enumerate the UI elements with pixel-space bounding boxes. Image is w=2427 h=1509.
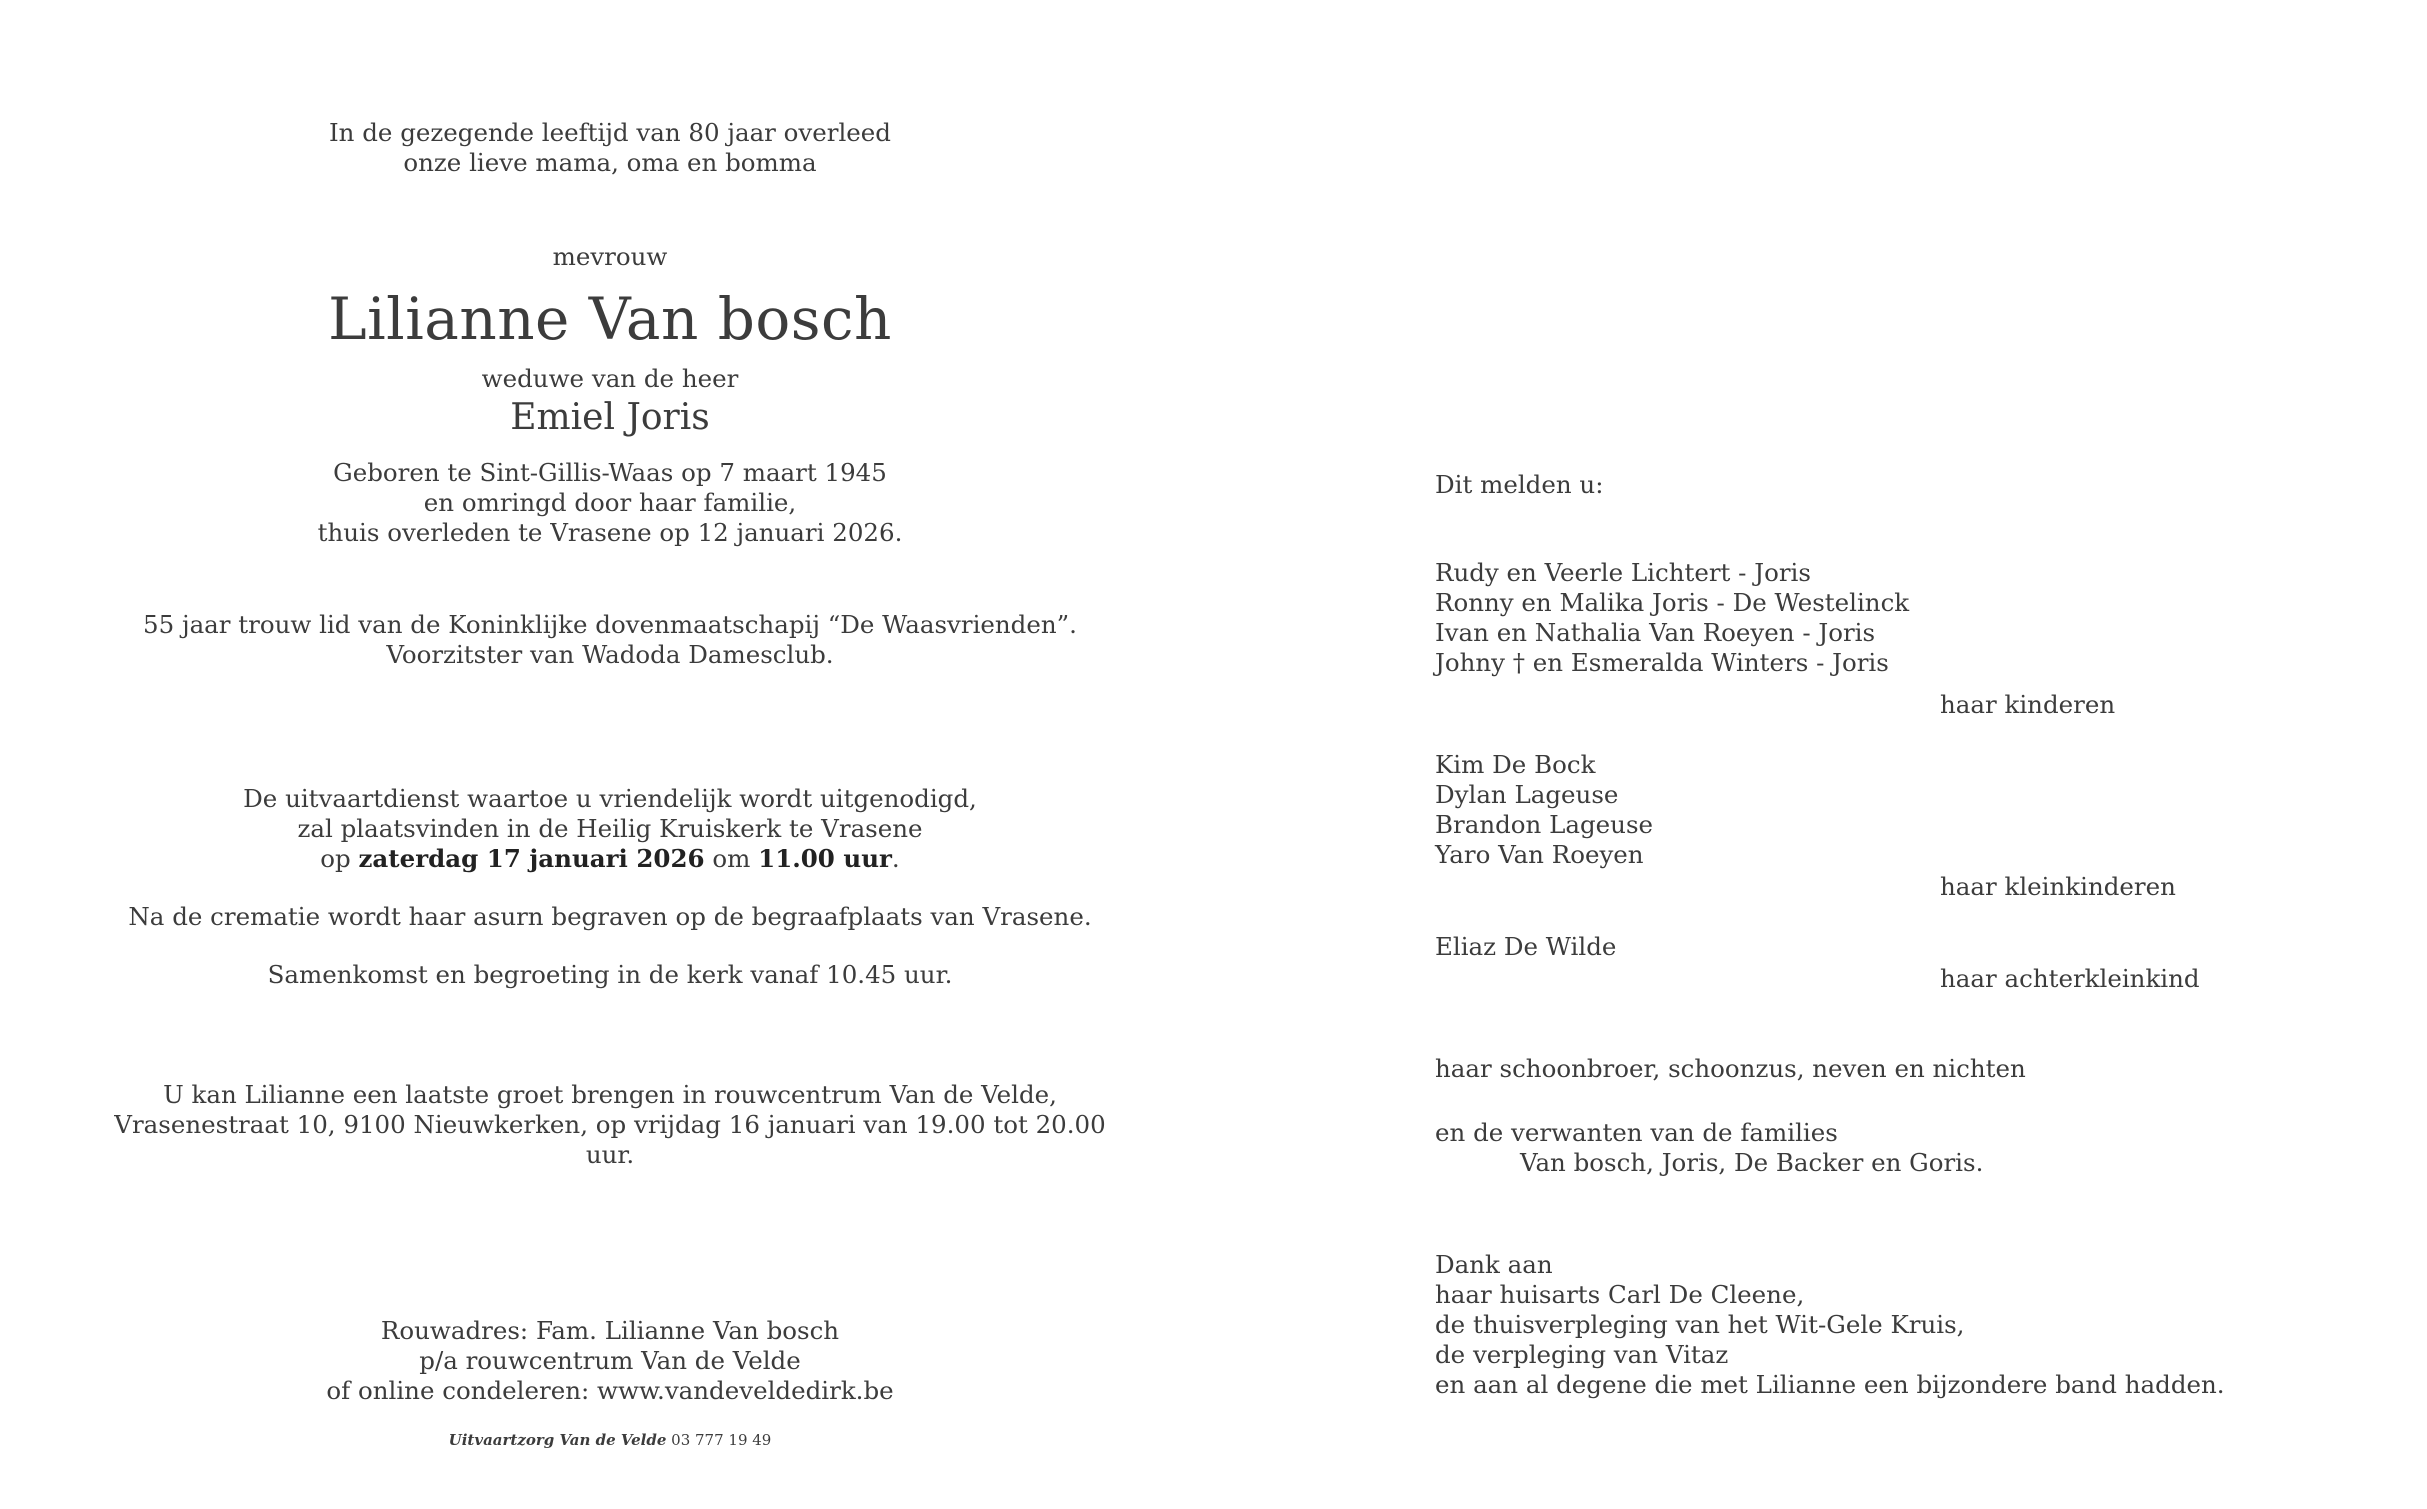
list-item: Rudy en Veerle Lichtert - Joris	[1435, 558, 1811, 587]
funeral-service-info	[100, 784, 1120, 874]
service-date-line	[100, 844, 1120, 874]
address-line: p/a rouwcentrum Van de Velde	[419, 1346, 801, 1375]
service-time: 11.00 uur	[758, 844, 892, 873]
service-post: .	[891, 844, 900, 873]
list-item: Kim De Bock	[1435, 750, 1596, 779]
list-item: Ronny en Malika Joris - De Westelinck	[1435, 588, 1910, 617]
membership-line: Voorzitster van Wadoda Damesclub.	[386, 640, 834, 669]
born-line: en omringd door haar familie,	[423, 488, 797, 517]
families-names: Van bosch, Joris, De Backer en Goris.	[1520, 1148, 1984, 1177]
service-mid: om	[712, 844, 751, 873]
gathering-info: Samenkomst en begroeting in de kerk vanaf 10.45 uur.	[267, 960, 953, 989]
address-line: of online condeleren: www.vandeveldedirk.be	[326, 1376, 894, 1405]
right-panel	[1435, 470, 2335, 1400]
children-list	[1435, 558, 2335, 678]
intro-line: In de gezegende leeftijd van 80 jaar overleed	[329, 118, 891, 147]
great-grandchild: Eliaz De Wilde	[1435, 932, 1617, 961]
announce-label: Dit melden u:	[1435, 470, 1604, 499]
mourning-address	[100, 1316, 1120, 1406]
thanks-section	[1435, 1250, 2335, 1400]
families-intro: en de verwanten van de families	[1435, 1118, 1838, 1147]
deceased-name: Lilianne Van bosch	[328, 285, 892, 353]
list-item: Brandon Lageuse	[1435, 810, 1654, 839]
thanks-line: Dank aan	[1435, 1250, 1553, 1279]
undertaker-footer	[100, 1430, 1120, 1450]
thanks-line: en aan al degene die met Lilianne een bijzondere band hadden.	[1435, 1370, 2225, 1399]
service-date: zaterdag 17 januari 2026	[358, 844, 705, 873]
intro-line: onze lieve mama, oma en bomma	[403, 148, 817, 177]
born-line: Geboren te Sint-Gillis-Waas op 7 maart 1945	[333, 458, 887, 487]
title-label: mevrouw	[552, 242, 668, 271]
thanks-line: haar huisarts Carl De Cleene,	[1435, 1280, 1805, 1309]
thanks-line: de thuisverpleging van het Wit-Gele Kruis,	[1435, 1310, 1965, 1339]
service-line: zal plaatsvinden in de Heilig Kruiskerk te Vrasene	[297, 814, 923, 843]
farewell-line: U kan Lilianne een laatste groet brengen in rouwcentrum Van de Velde,	[163, 1080, 1057, 1109]
children-relation: haar kinderen	[1940, 690, 2116, 719]
inlaws-line: haar schoonbroer, schoonzus, neven en nichten	[1435, 1054, 2026, 1083]
farewell-info	[100, 1080, 1120, 1170]
undertaker-phone: 03 777 19 49	[671, 1431, 772, 1449]
born-line: thuis overleden te Vrasene op 12 januari 2026.	[317, 518, 903, 547]
left-panel	[100, 118, 1120, 1450]
widow-label: weduwe van de heer	[481, 364, 739, 393]
spouse-name: Emiel Joris	[510, 397, 710, 438]
service-line: De uitvaartdienst waartoe u vriendelijk wordt uitgenodigd,	[243, 784, 977, 813]
list-item: Johny † en Esmeralda Winters - Joris	[1435, 648, 1889, 677]
thanks-line: de verpleging van Vitaz	[1435, 1340, 1729, 1369]
address-line: Rouwadres: Fam. Lilianne Van bosch	[380, 1316, 840, 1345]
farewell-line: Vrasenestraat 10, 9100 Nieuwkerken, op vrijdag 16 januari van 19.00 tot 20.00 uur.	[114, 1110, 1106, 1169]
service-pre: op	[320, 844, 351, 873]
undertaker-brand: Uitvaartzorg Van de Velde	[448, 1431, 667, 1449]
list-item: Ivan en Nathalia Van Roeyen - Joris	[1435, 618, 1876, 647]
grandchildren-list	[1435, 750, 2335, 870]
grandchildren-relation: haar kleinkinderen	[1940, 872, 2176, 901]
list-item: Dylan Lageuse	[1435, 780, 1619, 809]
cremation-info: Na de crematie wordt haar asurn begraven op de begraafplaats van Vrasene.	[128, 902, 1092, 931]
intro-text	[100, 118, 1120, 178]
membership-line: 55 jaar trouw lid van de Koninklijke dovenmaatschapij “De Waasvrienden”.	[143, 610, 1077, 639]
great-grandchild-relation: haar achterkleinkind	[1940, 964, 2200, 993]
membership-info	[100, 610, 1120, 670]
birth-death-info	[100, 458, 1120, 548]
list-item: Yaro Van Roeyen	[1435, 840, 1644, 869]
